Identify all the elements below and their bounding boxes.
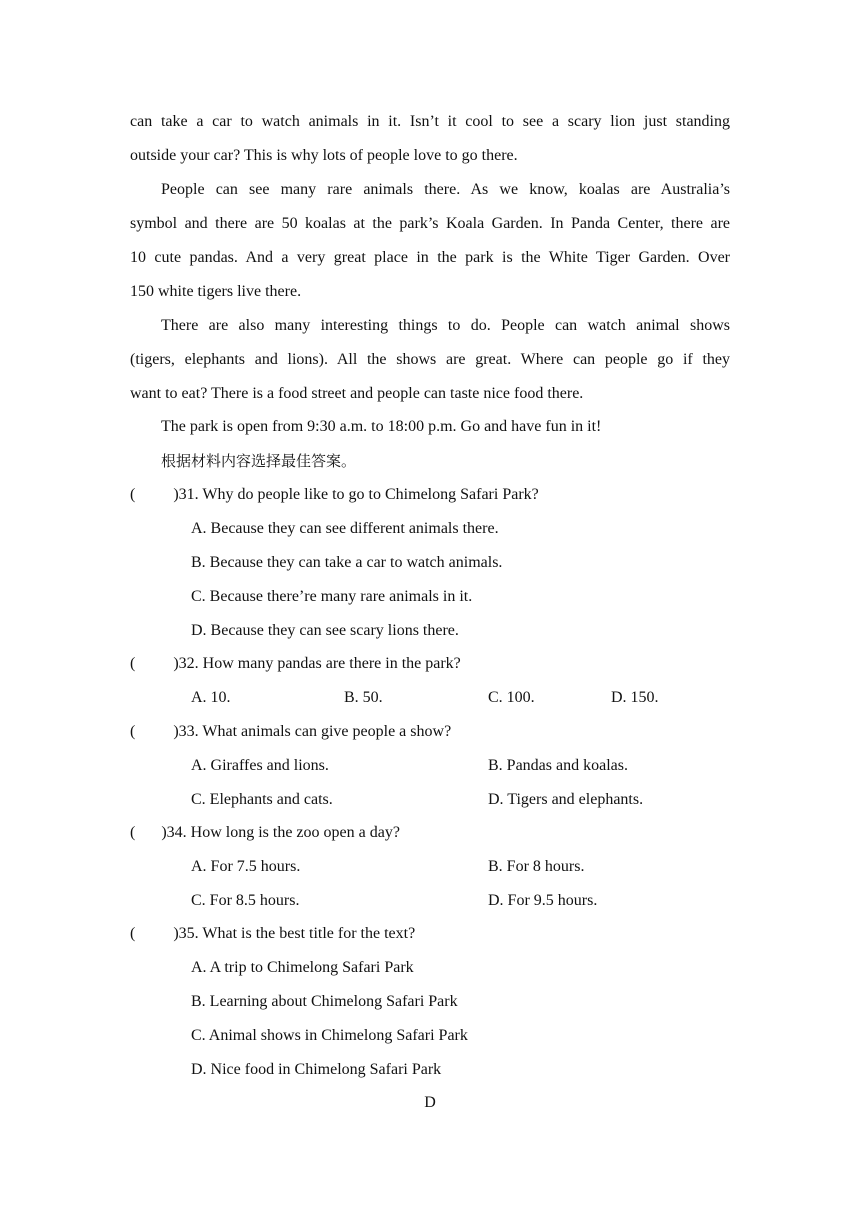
passage-line: want to eat? There is a food street and people can taste nice food there. (130, 385, 584, 402)
question-text: 33. What animals can give people a show? (178, 723, 452, 740)
passage-line: 10 cute pandas. And a very great place in the park is the White Tiger Garden. Over (130, 249, 730, 266)
answer-paren-open: ( (130, 486, 136, 503)
question-text: 34. How long is the zoo open a day? (166, 824, 400, 841)
passage-line: outside your car? This is why lots of people love to go there. (130, 147, 518, 164)
option-b: B. For 8 hours. (488, 858, 585, 875)
passage-line: symbol and there are 50 koalas at the park’s Koala Garden. In Panda Center, there are (130, 215, 730, 232)
question-34 (130, 816, 400, 850)
answer-paren-open: ( (130, 824, 136, 841)
answer-paren-open: ( (130, 723, 136, 740)
option-c: C. Because there’re many rare animals in it. (191, 588, 473, 605)
instruction-text: 根据材料内容选择最佳答案。 (161, 452, 357, 470)
passage-line: People can see many rare animals there. As we know, koalas are Australia’s (161, 181, 730, 198)
option-d: D. 150. (611, 689, 659, 706)
option-c: C. Elephants and cats. (191, 791, 333, 808)
question-32 (130, 647, 461, 681)
passage-line: can take a car to watch animals in it. Isn’t it cool to see a scary lion just standing (130, 113, 730, 130)
answer-paren-open: ( (130, 655, 136, 672)
option-c: C. Animal shows in Chimelong Safari Park (191, 1027, 468, 1044)
passage-line: (tigers, elephants and lions). All the shows are great. Where can people go if they (130, 351, 730, 368)
answer-paren-close: ) (173, 486, 179, 503)
option-b: B. Pandas and koalas. (488, 757, 628, 774)
answer-paren-close: ) (173, 925, 179, 942)
answer-paren-close: ) (173, 655, 179, 672)
question-33 (130, 715, 451, 749)
option-b: B. 50. (344, 689, 383, 706)
option-c: C. 100. (488, 689, 535, 706)
question-text: 35. What is the best title for the text? (178, 925, 416, 942)
option-b: B. Learning about Chimelong Safari Park (191, 993, 458, 1010)
option-b: B. Because they can take a car to watch animals. (191, 554, 503, 571)
answer-paren-close: ) (161, 824, 167, 841)
option-a: A. Giraffes and lions. (191, 757, 329, 774)
question-31 (130, 478, 539, 512)
passage-line: The park is open from 9:30 a.m. to 18:00 p.m. Go and have fun in it! (161, 418, 602, 435)
option-d: D. Nice food in Chimelong Safari Park (191, 1061, 442, 1078)
question-text: 32. How many pandas are there in the park? (178, 655, 461, 672)
option-d: D. For 9.5 hours. (488, 892, 598, 909)
option-a: A. Because they can see different animals there. (191, 520, 499, 537)
passage-line: 150 white tigers live there. (130, 283, 302, 300)
option-a: A. For 7.5 hours. (191, 858, 301, 875)
passage-line: There are also many interesting things to do. People can watch animal shows (161, 317, 730, 334)
option-c: C. For 8.5 hours. (191, 892, 300, 909)
section-heading: D (424, 1094, 436, 1111)
answer-paren-close: ) (173, 723, 179, 740)
answer-paren-open: ( (130, 925, 136, 942)
option-d: D. Tigers and elephants. (488, 791, 644, 808)
option-a: A. 10. (191, 689, 231, 706)
option-d: D. Because they can see scary lions there. (191, 622, 459, 639)
question-35 (130, 917, 415, 951)
question-text: 31. Why do people like to go to Chimelong Safari Park? (178, 486, 539, 503)
option-a: A. A trip to Chimelong Safari Park (191, 959, 414, 976)
